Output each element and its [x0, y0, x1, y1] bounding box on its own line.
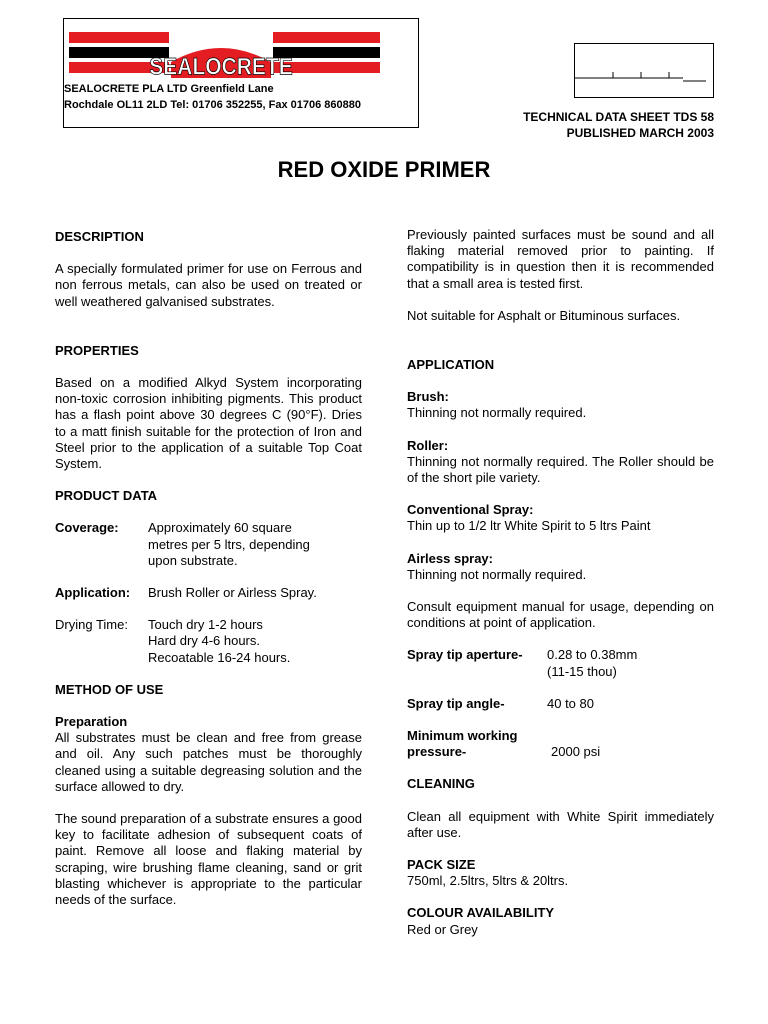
logo-stripe-red-right	[273, 32, 380, 43]
conventional-spray-text: Thin up to 1/2 ltr White Spirit to 5 ltrs Paint	[407, 518, 651, 534]
description-text: A specially formulated primer for use on Ferrous and non ferrous metals, can also be used on treated or well weathered galvanised substrates.	[55, 261, 362, 309]
document-title: RED OXIDE PRIMER	[277, 157, 491, 182]
airless-spray-text: Thinning not normally required.	[407, 566, 587, 582]
not-suitable-text: Not suitable for Asphalt or Bituminous surfaces.	[407, 307, 681, 323]
right-column	[407, 227, 714, 938]
airless-spray-heading: Airless spray:	[407, 550, 493, 566]
pack-size-heading: PACK SIZE	[407, 857, 476, 873]
spray-tip-aperture-row	[407, 647, 714, 679]
sealocrete-logo	[149, 32, 293, 82]
reference-box-rule	[575, 44, 713, 97]
left-column	[55, 229, 362, 908]
spray-tip-angle-label: Spray tip angle-	[407, 695, 505, 711]
cleaning-text: Clean all equipment with White Spirit immediately after use.	[407, 808, 714, 840]
minimum-pressure-row	[407, 728, 714, 760]
painted-surfaces-text: Previously painted surfaces must be sound and all flaking material removed prior to painting. If compatibility is in question then it is recommended that a small area is tested first.	[407, 227, 714, 291]
reference-box	[574, 43, 714, 98]
application-value: Brush Roller or Airless Spray.	[148, 585, 317, 601]
application-heading: APPLICATION	[407, 357, 495, 373]
preparation-text-2: The sound preparation of a substrate ensures a good key to facilitate adhesion of subsequent coats of paint. Remove all loose and flaking material by scraping, wire brushing flame cleaning, sand or grit blasting whichever is appropriate to the particular needs of the surface.	[55, 811, 362, 908]
description-heading: DESCRIPTION	[55, 229, 144, 244]
drying-time-label: Drying Time:	[55, 617, 128, 633]
coverage-label: Coverage:	[55, 520, 119, 536]
drying-value-2: Hard dry 4-6 hours.	[148, 633, 260, 649]
company-address-line-1: SEALOCRETE PLA LTD Greenfield Lane	[64, 83, 274, 95]
drying-value-3: Recoatable 16-24 hours.	[148, 649, 291, 665]
logo-stripe-red-left	[69, 32, 169, 43]
properties-heading: PROPERTIES	[55, 342, 139, 358]
product-data-heading: PRODUCT DATA	[55, 488, 158, 504]
coverage-value-3: upon substrate.	[148, 552, 238, 568]
method-of-use-heading: METHOD OF USE	[55, 681, 164, 697]
logo-wordmark: SEALOCRETE	[149, 53, 293, 80]
preparation-text-1: All substrates must be clean and free from grease and oil. Any such patches must be thoroughly cleaned using a suitable degreasing solution and the surface allowed to dry.	[55, 730, 362, 794]
drying-value-1: Touch dry 1-2 hours	[148, 617, 263, 633]
roller-text: Thinning not normally required. The Roller should be of the short pile variety.	[407, 453, 714, 486]
conventional-spray-heading: Conventional Spray:	[407, 502, 534, 518]
brush-heading: Brush:	[407, 389, 449, 405]
roller-heading: Roller:	[407, 437, 449, 453]
cleaning-heading: CLEANING	[407, 776, 475, 792]
coverage-value-1: Approximately 60 square	[148, 520, 292, 536]
colour-availability-text: Red or Grey	[407, 921, 478, 937]
consult-text: Consult equipment manual for usage, depending on conditions at point of application.	[407, 599, 714, 631]
company-header	[63, 18, 419, 128]
tds-number: TECHNICAL DATA SHEET TDS 58	[523, 110, 714, 124]
published-date: PUBLISHED MARCH 2003	[566, 126, 714, 140]
pack-size-text: 750ml, 2.5ltrs, 5ltrs & 20ltrs.	[407, 873, 569, 889]
application-row	[55, 585, 362, 601]
minimum-pressure-label-1: Minimum working	[407, 728, 518, 744]
spray-tip-angle-value: 40 to 80	[547, 695, 594, 711]
application-label: Application:	[55, 585, 131, 601]
drying-time-row	[55, 617, 362, 666]
properties-text: Based on a modified Alkyd System incorporating non-toxic corrosion inhibiting pigments. This product has a flash point above 30 degrees C (90°F). Dries to a matt finish suitable for the protection of Iron and Steel prior to the application of a suitable Top Coat System.	[55, 375, 362, 472]
spray-tip-angle-row	[407, 696, 714, 712]
preparation-heading: Preparation	[55, 714, 128, 730]
coverage-value-2: metres per 5 ltrs, depending	[148, 536, 310, 552]
brush-text: Thinning not normally required.	[407, 405, 587, 421]
spray-tip-aperture-label: Spray tip aperture-	[407, 647, 523, 663]
company-address-line-2: Rochdale OL11 2LD Tel: 01706 352255, Fax 01706 860880	[64, 99, 361, 111]
spray-tip-aperture-value-1: 0.28 to 0.38mm	[547, 647, 638, 663]
colour-availability-heading: COLOUR AVAILABILITY	[407, 905, 555, 921]
coverage-row	[55, 520, 362, 569]
minimum-pressure-label-2: pressure-	[407, 744, 467, 760]
spray-tip-aperture-value-2: (11-15 thou)	[547, 663, 617, 679]
minimum-pressure-value: 2000 psi	[551, 744, 601, 760]
